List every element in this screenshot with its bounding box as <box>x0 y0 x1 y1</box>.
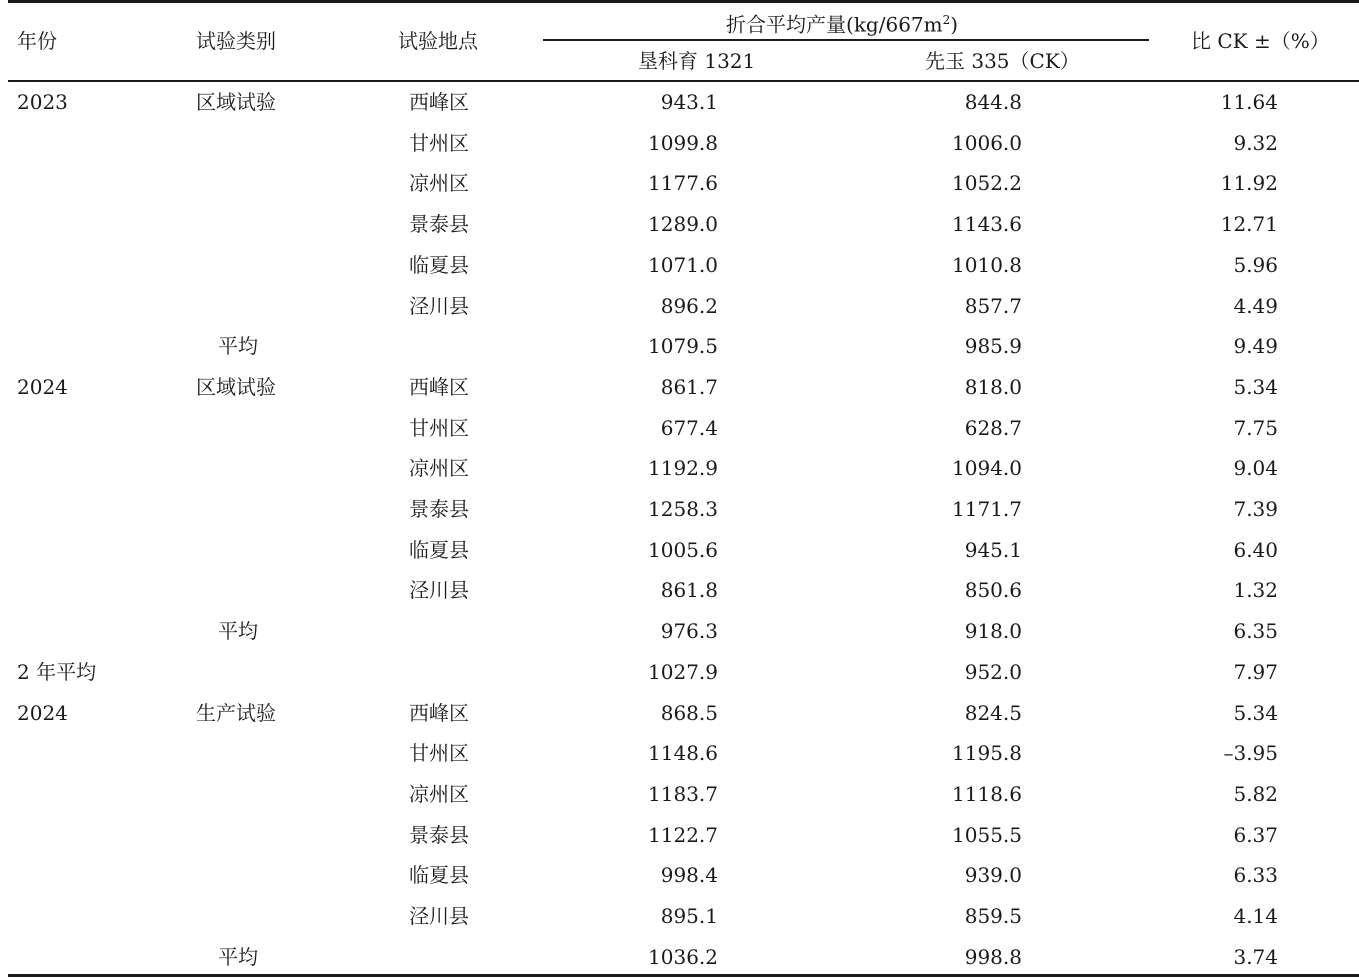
cell-diff: 3.74 <box>1233 945 1278 969</box>
cell-location: 甘州区 <box>409 416 469 440</box>
cell-location: 临夏县 <box>409 253 469 277</box>
cell-yield-a: 1183.7 <box>648 782 718 806</box>
cell-yield-a: 1071.0 <box>648 253 718 277</box>
cell-yield-ck: 818.0 <box>964 375 1022 399</box>
cell-diff: 4.14 <box>1233 904 1278 928</box>
cell-diff: 7.75 <box>1233 416 1278 440</box>
cell-yield-a: 895.1 <box>660 904 718 928</box>
cell-yield-ck: 850.6 <box>964 578 1022 602</box>
cell-yield-ck: 1055.5 <box>952 823 1022 847</box>
cell-yield-ck: 939.0 <box>964 863 1022 887</box>
yield-group-rule <box>543 39 1149 41</box>
cell-yield-a: 861.7 <box>660 375 718 399</box>
cell-yield-a: 1122.7 <box>648 823 718 847</box>
cell-diff: 9.04 <box>1233 456 1278 480</box>
cell-yield-a: 1079.5 <box>648 334 718 358</box>
cell-location: 泾川县 <box>409 294 469 318</box>
cell-diff: 5.34 <box>1233 375 1278 399</box>
cell-yield-a: 861.8 <box>660 578 718 602</box>
cell-yield-a: 1148.6 <box>648 741 718 765</box>
cell-yield-a: 1258.3 <box>648 497 718 521</box>
cell-yield-a: 677.4 <box>660 416 718 440</box>
cell-diff: 5.96 <box>1233 253 1278 277</box>
cell-diff: 11.64 <box>1220 90 1278 114</box>
header-year: 年份 <box>17 29 57 53</box>
header-location: 试验地点 <box>398 29 478 53</box>
cell-yield-ck: 1006.0 <box>952 131 1022 155</box>
cell-location: 景泰县 <box>409 823 469 847</box>
cell-location: 泾川县 <box>409 904 469 928</box>
cell-diff: 7.39 <box>1233 497 1278 521</box>
cell-location: 凉州区 <box>409 782 469 806</box>
cell-location: 西峰区 <box>409 90 469 114</box>
header-variety-ck: 先玉 335（CK） <box>925 49 1080 73</box>
cell-yield-a: 1192.9 <box>648 456 718 480</box>
cell-location: 景泰县 <box>409 212 469 236</box>
cell-diff: 6.37 <box>1233 823 1278 847</box>
cell-yield-a: 976.3 <box>660 619 718 643</box>
cell-location: 景泰县 <box>409 497 469 521</box>
cell-category: 生产试验 <box>196 701 276 725</box>
cell-yield-ck: 1094.0 <box>952 456 1022 480</box>
cell-location: 西峰区 <box>409 375 469 399</box>
cell-category: 平均 <box>218 619 258 643</box>
cell-yield-a: 1099.8 <box>648 131 718 155</box>
cell-yield-ck: 918.0 <box>964 619 1022 643</box>
cell-diff: 7.97 <box>1233 660 1278 684</box>
cell-yield-a: 1177.6 <box>648 171 718 195</box>
table-bottom-rule <box>8 974 1359 977</box>
cell-diff: 6.35 <box>1233 619 1278 643</box>
cell-diff: 5.82 <box>1233 782 1278 806</box>
cell-category: 平均 <box>218 334 258 358</box>
cell-yield-ck: 857.7 <box>964 294 1022 318</box>
cell-location: 临夏县 <box>409 863 469 887</box>
cell-yield-a: 943.1 <box>660 90 718 114</box>
cell-location: 泾川县 <box>409 578 469 602</box>
cell-category: 平均 <box>218 945 258 969</box>
cell-yield-a: 868.5 <box>660 701 718 725</box>
cell-yield-ck: 824.5 <box>964 701 1022 725</box>
cell-yield-ck: 1010.8 <box>952 253 1022 277</box>
cell-year: 2 年平均 <box>17 660 97 684</box>
cell-yield-ck: 1052.2 <box>952 171 1022 195</box>
header-variety-a: 垦科育 1321 <box>638 49 756 73</box>
cell-diff: 1.32 <box>1233 578 1278 602</box>
cell-yield-ck: 859.5 <box>964 904 1022 928</box>
cell-category: 区域试验 <box>196 375 276 399</box>
cell-yield-ck: 1118.6 <box>952 782 1022 806</box>
cell-yield-ck: 1171.7 <box>952 497 1022 521</box>
cell-diff: 4.49 <box>1233 294 1278 318</box>
header-diff: 比 CK ±（%） <box>1191 29 1330 53</box>
cell-location: 临夏县 <box>409 538 469 562</box>
cell-location: 甘州区 <box>409 741 469 765</box>
cell-diff: 5.34 <box>1233 701 1278 725</box>
header-category: 试验类别 <box>196 29 276 53</box>
cell-diff: –3.95 <box>1223 741 1278 765</box>
table-header-rule <box>8 80 1359 82</box>
cell-year: 2024 <box>17 375 68 399</box>
cell-yield-a: 896.2 <box>660 294 718 318</box>
cell-location: 西峰区 <box>409 701 469 725</box>
cell-yield-a: 998.4 <box>660 863 718 887</box>
header-yield-group: 折合平均产量$(kg/667m^2)$ <box>726 12 959 37</box>
cell-yield-ck: 952.0 <box>964 660 1022 684</box>
cell-diff: 12.71 <box>1220 212 1278 236</box>
cell-yield-ck: 844.8 <box>964 90 1022 114</box>
cell-yield-a: 1005.6 <box>648 538 718 562</box>
cell-yield-a: 1027.9 <box>648 660 718 684</box>
cell-yield-a: 1036.2 <box>648 945 718 969</box>
cell-yield-ck: 628.7 <box>964 416 1022 440</box>
cell-diff: 9.32 <box>1233 131 1278 155</box>
cell-diff: 9.49 <box>1233 334 1278 358</box>
cell-diff: 11.92 <box>1220 171 1278 195</box>
table-top-rule <box>8 0 1359 3</box>
cell-yield-ck: 1195.8 <box>952 741 1022 765</box>
cell-yield-ck: 1143.6 <box>952 212 1022 236</box>
cell-diff: 6.33 <box>1233 863 1278 887</box>
cell-location: 凉州区 <box>409 171 469 195</box>
cell-yield-ck: 998.8 <box>964 945 1022 969</box>
cell-diff: 6.40 <box>1233 538 1278 562</box>
cell-yield-ck: 985.9 <box>964 334 1022 358</box>
cell-yield-a: 1289.0 <box>648 212 718 236</box>
cell-location: 甘州区 <box>409 131 469 155</box>
cell-year: 2024 <box>17 701 68 725</box>
cell-year: 2023 <box>17 90 68 114</box>
cell-location: 凉州区 <box>409 456 469 480</box>
cell-category: 区域试验 <box>196 90 276 114</box>
cell-yield-ck: 945.1 <box>964 538 1022 562</box>
